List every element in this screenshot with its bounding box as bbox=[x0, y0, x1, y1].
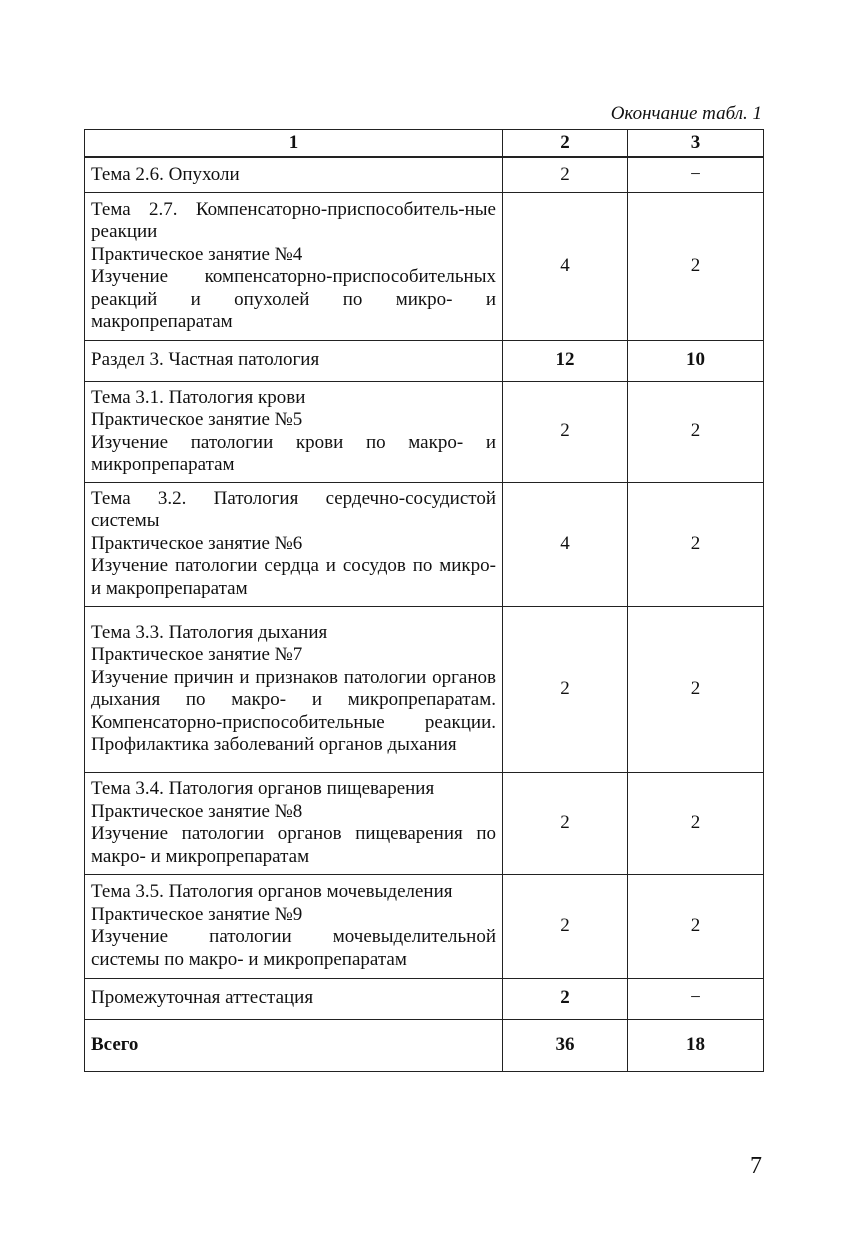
description-line: Раздел 3. Частная патология bbox=[91, 349, 320, 371]
row-description bbox=[85, 340, 503, 381]
table-row bbox=[85, 381, 764, 482]
row-description bbox=[85, 157, 503, 192]
header-col-1: 1 bbox=[85, 130, 503, 158]
row-value-col-3: − bbox=[628, 978, 764, 1019]
row-value-col-3: 18 bbox=[628, 1019, 764, 1071]
table-row bbox=[85, 157, 764, 192]
description-line: Изучение патологии органов пищеварения по макро- и микропрепаратам bbox=[91, 823, 496, 867]
table-row bbox=[85, 482, 764, 606]
row-value-col-2: 2 bbox=[503, 874, 628, 978]
description-line: Практическое занятие №7 bbox=[91, 644, 303, 665]
row-value-col-3: 2 bbox=[628, 772, 764, 874]
row-value-col-2: 2 bbox=[503, 772, 628, 874]
description-line: Практическое занятие №6 bbox=[91, 532, 303, 554]
row-value-col-2: 4 bbox=[503, 482, 628, 606]
table-row bbox=[85, 1019, 764, 1071]
page-number: 7 bbox=[750, 1153, 762, 1179]
table-header-row bbox=[85, 130, 764, 158]
row-value-col-2: 12 bbox=[503, 340, 628, 381]
row-value-col-3: 2 bbox=[628, 874, 764, 978]
row-value-col-3: 2 bbox=[628, 381, 764, 482]
row-value-col-2: 36 bbox=[503, 1019, 628, 1071]
table-row bbox=[85, 772, 764, 874]
description-line: Тема 2.6. Опухоли bbox=[91, 163, 240, 185]
description-line: Тема 2.7. Компенсаторно-приспособитель-ные реакции bbox=[91, 198, 496, 242]
description-line: Тема 3.4. Патология органов пищеварения bbox=[91, 778, 435, 799]
description-line: Тема 3.2. Патология сердечно-сосудистой системы bbox=[91, 487, 496, 532]
row-description bbox=[85, 606, 503, 772]
description-line: Изучение причин и признаков патологии органов дыхания по макро- и микропрепаратам. Компенсаторно-приспособительные реакции. Профилактика заболеваний органов дыхания bbox=[91, 666, 496, 755]
description-line: Изучение патологии сердца и сосудов по микро- и макропрепаратам bbox=[91, 555, 496, 599]
description-line: Практическое занятие №8 bbox=[91, 800, 303, 822]
description-line: Практическое занятие №9 bbox=[91, 903, 303, 925]
row-value-col-3: 2 bbox=[628, 482, 764, 606]
row-value-col-2: 4 bbox=[503, 192, 628, 340]
row-value-col-3: 2 bbox=[628, 606, 764, 772]
table-row bbox=[85, 874, 764, 978]
description-line: Всего bbox=[91, 1033, 139, 1055]
row-description bbox=[85, 772, 503, 874]
table-body bbox=[85, 157, 764, 1071]
row-value-col-2: 2 bbox=[503, 978, 628, 1019]
description-line: Тема 3.5. Патология органов мочевыделения bbox=[91, 881, 453, 902]
table-row bbox=[85, 978, 764, 1019]
row-description bbox=[85, 1019, 503, 1071]
description-line: Изучение компенсаторно-приспособительных реакций и опухолей по микро- и макропрепаратам bbox=[91, 266, 496, 332]
description-line: Практическое занятие №5 bbox=[91, 409, 303, 430]
description-line: Тема 3.1. Патология крови bbox=[91, 386, 306, 408]
row-description bbox=[85, 482, 503, 606]
row-value-col-3: 10 bbox=[628, 340, 764, 381]
description-line: Практическое занятие №4 bbox=[91, 243, 303, 265]
row-description bbox=[85, 192, 503, 340]
table-row bbox=[85, 340, 764, 381]
table-row bbox=[85, 606, 764, 772]
description-line: Тема 3.3. Патология дыхания bbox=[91, 621, 328, 643]
row-description bbox=[85, 978, 503, 1019]
table-row bbox=[85, 192, 764, 340]
row-description bbox=[85, 874, 503, 978]
row-value-col-2: 2 bbox=[503, 606, 628, 772]
row-value-col-2: 2 bbox=[503, 381, 628, 482]
description-line: Промежуточная аттестация bbox=[91, 987, 314, 1009]
table-caption: Окончание табл. 1 bbox=[610, 103, 762, 124]
row-value-col-3: 2 bbox=[628, 192, 764, 340]
header-col-3: 3 bbox=[628, 130, 764, 158]
row-description bbox=[85, 381, 503, 482]
row-value-col-2: 2 bbox=[503, 157, 628, 192]
description-line: Изучение патологии крови по макро- и микропрепаратам bbox=[91, 431, 496, 475]
description-line: Изучение патологии мочевыделительной системы по макро- и микропрепаратам bbox=[91, 926, 496, 970]
header-col-2: 2 bbox=[503, 130, 628, 158]
course-plan-table bbox=[84, 129, 764, 1072]
row-value-col-3: − bbox=[628, 157, 764, 192]
